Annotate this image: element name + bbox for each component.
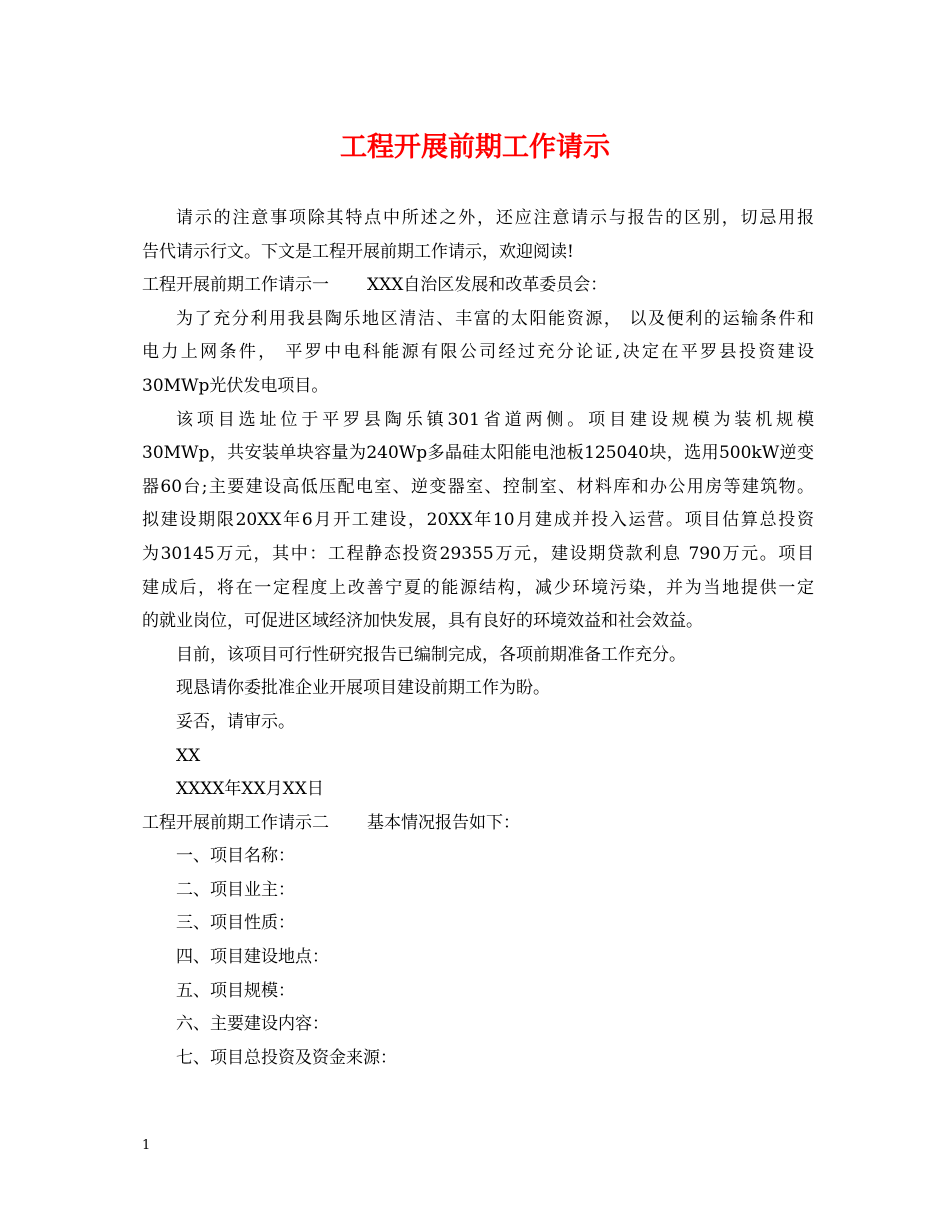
intro-line-2: 告代请示行文。下文是工程开展前期工作请示，欢迎阅读!: [142, 241, 574, 262]
paragraph-5: 妥否，请审示。: [176, 711, 295, 732]
list-item-investment: 七、项目总投资及资金来源：: [176, 1047, 397, 1068]
paragraph-2-line-1: 该项目选址位于平罗县陶乐镇301省道两侧。项目建设规模为装机规模: [176, 409, 814, 430]
paragraph-2-line-7: 的就业岗位，可促进区域经济加快发展，具有良好的环境效益和社会效益。: [142, 611, 703, 632]
list-item-project-nature: 三、项目性质：: [176, 913, 295, 934]
section-2-intro: 基本情况报告如下：: [367, 812, 520, 833]
section-2-heading-line: [142, 807, 814, 841]
intro-line-1: 请示的注意事项除其特点中所述之外，还应注意请示与报告的区别，切忌用报: [176, 208, 814, 228]
list-item-project-name: 一、项目名称：: [176, 846, 295, 867]
section-1-heading: 工程开展前期工作请示一: [142, 275, 329, 296]
section-1-recipient: XXX自治区发展和改革委员会：: [367, 275, 608, 296]
paragraph-2-line-4: 拟建设期限20XX年6月开工建设，20XX年10月建成并投入运营。项目估算总投资: [142, 510, 814, 531]
paragraph-2-line-6: 建成后，将在一定程度上改善宁夏的能源结构，减少环境污染，并为当地提供一定: [142, 577, 814, 598]
paragraph-1-line-1: 为了充分利用我县陶乐地区清洁、丰富的太阳能资源， 以及便利的运输条件和: [176, 308, 814, 329]
document-title: 工程开展前期工作请示: [340, 132, 610, 163]
paragraph-2-line-2: 30MWp，共安装单块容量为240Wp多晶硅太阳能电池板125040块，选用500kW逆变: [142, 443, 814, 464]
document-body: [142, 202, 814, 1075]
signer: XX: [176, 745, 201, 766]
paragraph-2-line-3: 器60台;主要建设高低压配电室、逆变器室、控制室、材料库和办公用房等建筑物。: [142, 476, 814, 497]
section-2-heading: 工程开展前期工作请示二: [142, 812, 329, 833]
paragraph-4: 现恳请你委批准企业开展项目建设前期工作为盼。: [176, 678, 550, 699]
list-item-project-scale: 五、项目规模：: [176, 980, 295, 1001]
paragraph-1-line-3: 30MWp光伏发电项目。: [142, 375, 329, 396]
paragraph-1-line-2: 电力上网条件， 平罗中电科能源有限公司经过充分论证,决定在平罗县投资建设: [142, 342, 814, 363]
list-item-main-content: 六、主要建设内容：: [176, 1014, 329, 1035]
paragraph-2-line-5: 为30145万元，其中：工程静态投资29355万元，建设期贷款利息 790万元。项目: [142, 543, 814, 564]
page-number: 1: [142, 1138, 151, 1153]
paragraph-3: 目前，该项目可行性研究报告已编制完成，各项前期准备工作充分。: [176, 644, 686, 665]
date: XXXX年XX月XX日: [176, 779, 324, 800]
list-item-project-location: 四、项目建设地点：: [176, 947, 329, 968]
list-item-project-owner: 二、项目业主：: [176, 879, 295, 900]
section-1-heading-line: [142, 269, 814, 303]
